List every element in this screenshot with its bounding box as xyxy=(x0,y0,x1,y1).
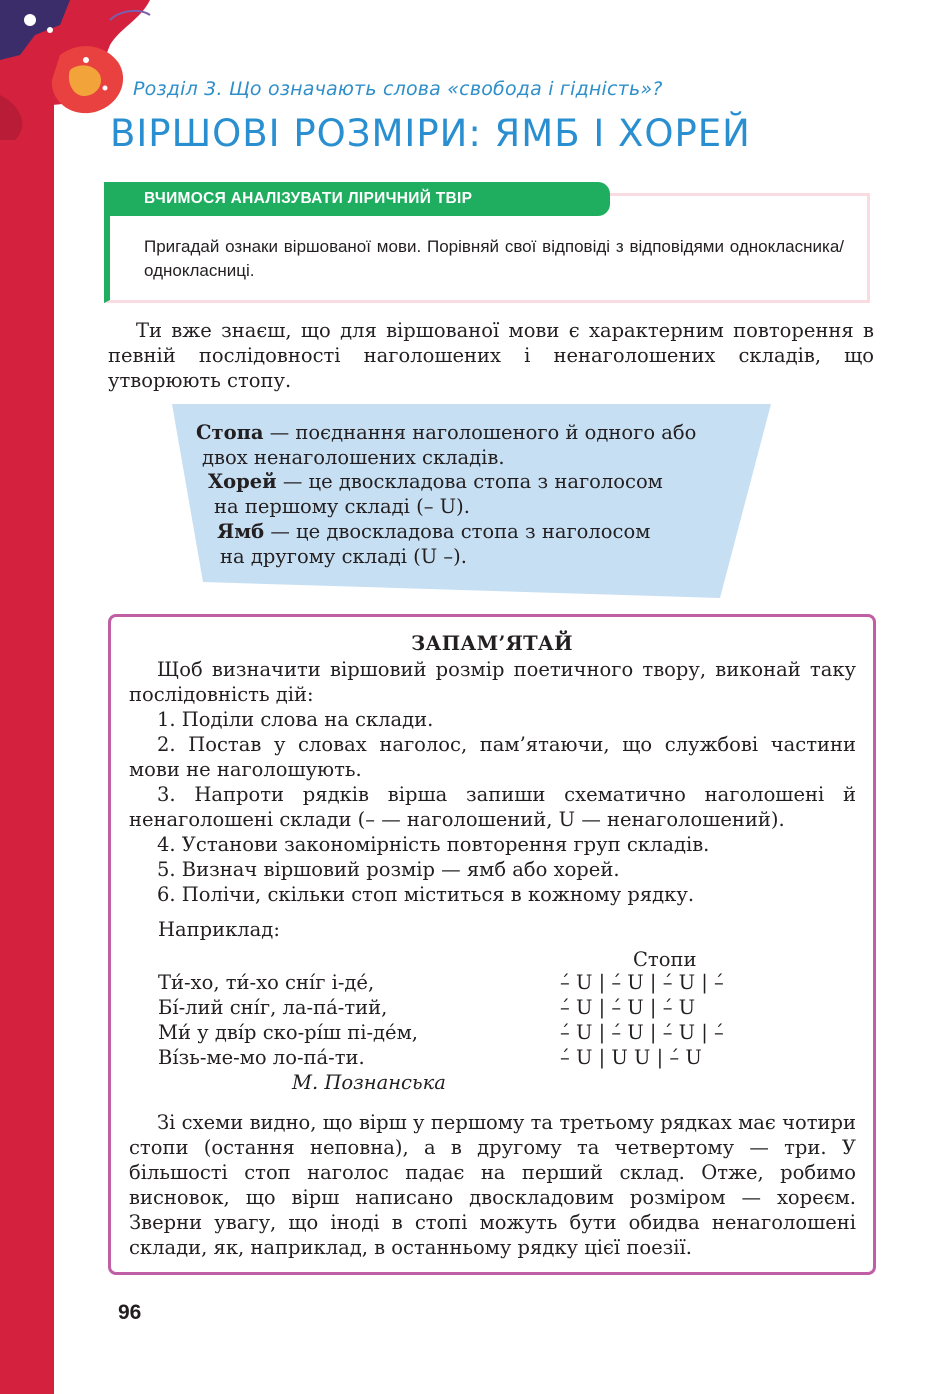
poem-author: М. Познанська xyxy=(292,1071,446,1094)
page-number: 96 xyxy=(118,1301,142,1324)
term-khorei: Хорей xyxy=(208,470,277,493)
step-4: 4. Установи закономірність повторення груп складів. xyxy=(157,833,710,856)
term-stopa: Стопа xyxy=(196,421,264,444)
poem-line-1: Ти́-хо, ти́-хо сні́г і-де́, xyxy=(158,971,375,994)
scheme-line-1: –́ U | –́ U | –́ U | –́ xyxy=(560,971,724,994)
remember-title: ЗАПАМ’ЯТАЙ xyxy=(411,632,573,655)
example-label: Наприклад: xyxy=(158,918,280,941)
definition-khorei-line2: на першому складі (– U). xyxy=(214,495,470,518)
definition-stopa-text: — поєднання наголошеного й одного або xyxy=(263,421,697,444)
definition-khorei-text: — це двоскладова стопа з наголосом xyxy=(276,470,663,493)
stopy-label: Стопи xyxy=(633,948,697,971)
section-title: Розділ 3. Що означають слова «свобода і гідність»? xyxy=(133,78,663,100)
definition-khorei xyxy=(208,469,663,494)
step-1: 1. Поділи слова на склади. xyxy=(157,708,434,731)
conclusion-text: Зі схеми видно, що вірш у першому та третьому рядках має чотири стопи (остання неповна), а в другому та четвертому — три. У більшості стоп наголос падає на перший склад. Отже, робимо висновок, що вірш написано двоскладовим розміром — хореєм. Зверни увагу, що іноді в стопі можуть бути обидва ненаголошені склади, як, наприклад, в останньому рядку цієї поезії. xyxy=(129,1111,856,1259)
definition-stopa xyxy=(196,420,696,445)
step-6: 6. Полічи, скільки стоп міститься в кожному рядку. xyxy=(157,883,695,906)
poem-line-4: Ві́зь-ме-мо ло-па́-ти. xyxy=(158,1046,365,1069)
definition-yamb xyxy=(217,519,650,544)
remember-lead: Щоб визначити віршовий розмір поетичного твору, виконай таку послідовність дій: xyxy=(129,658,856,706)
remember-body xyxy=(129,657,856,907)
step-5: 5. Визнач віршовий розмір — ямб або хорей. xyxy=(157,858,620,881)
poem-line-2: Бі́-лий сні́г, ла-па́-тий, xyxy=(158,996,388,1019)
term-yamb: Ямб xyxy=(217,520,265,543)
conclusion xyxy=(129,1110,856,1260)
definition-stopa-line2: двох ненаголошених складів. xyxy=(202,446,505,469)
task-text: Пригадай ознаки віршованої мови. Порівняй свої відповіді з відповідями однокласника/однокласниці. xyxy=(144,237,844,280)
page-title: ВІРШОВІ РОЗМІРИ: ЯМБ І ХОРЕЙ xyxy=(110,112,751,155)
definition-yamb-text: — це двоскладова стопа з наголосом xyxy=(264,520,651,543)
step-2: 2. Постав у словах наголос, пам’ятаючи, що службові частини мови не наголошують. xyxy=(129,733,856,781)
poem-line-3: Ми́ у дві́р ско-рі́ш пі-де́м, xyxy=(158,1021,418,1044)
step-3: 3. Напроти рядків вірша запиши схематично наголошені й ненаголошені склади (– — наголошений, U — ненаголошений). xyxy=(129,783,856,831)
definition-yamb-line2: на другому складі (U –). xyxy=(220,545,467,568)
intro-text: Ти вже знаєш, що для віршованої мови є характерним повторення в певній послідовності наголошених і ненаголошених складів, що утворюють стопу. xyxy=(108,319,874,392)
task-heading: ВЧИМОСЯ АНАЛІЗУВАТИ ЛІРИЧНИЙ ТВІР xyxy=(144,190,473,207)
scheme-line-4: –́ U | U U | –́ U xyxy=(560,1046,702,1069)
scheme-line-3: –́ U | –́ U | –́ U | –́ xyxy=(560,1021,724,1044)
scheme-line-2: –́ U | –́ U | –́ U xyxy=(560,996,696,1019)
